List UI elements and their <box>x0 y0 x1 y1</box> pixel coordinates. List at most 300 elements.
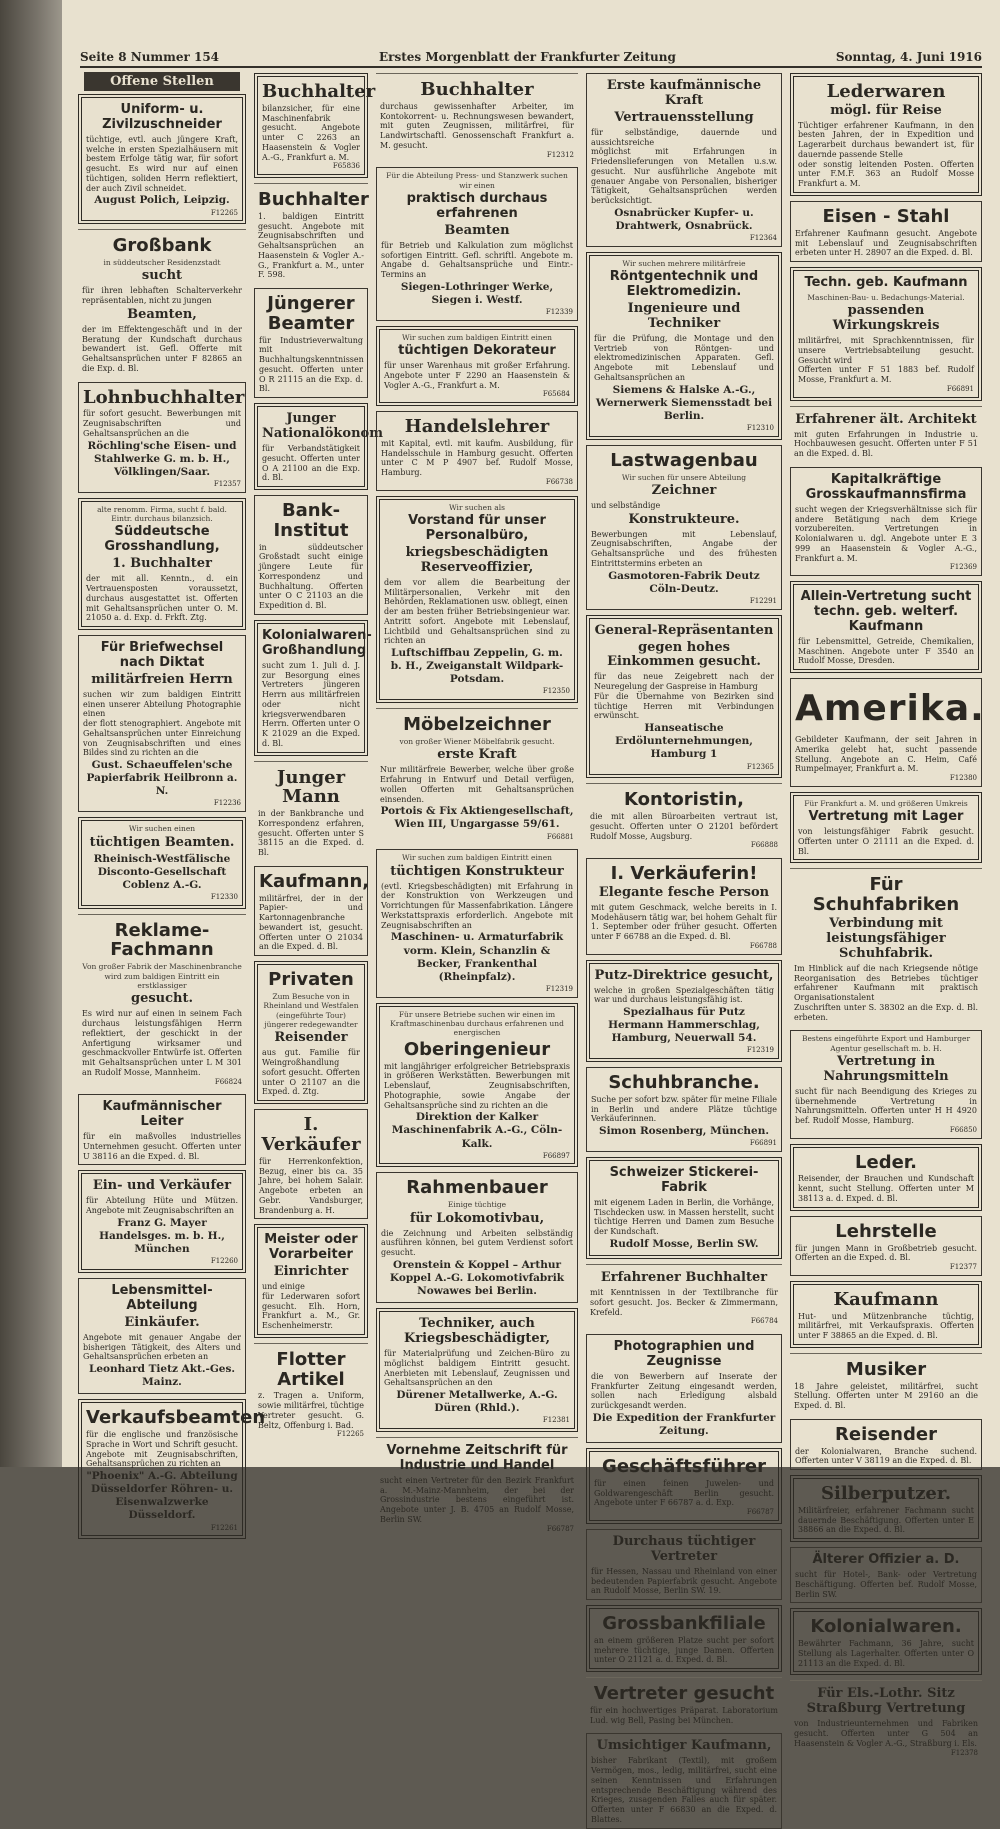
ad-text: für Herrenkonfektion, Bezug, einer bis ca. 35 Jahre, bei hohem Salair. Angebote erbeten an Gebr. Vandsburger, Brandenburg a. H. <box>259 1156 363 1215</box>
job-advertisement <box>790 1475 982 1542</box>
column-3 <box>374 70 580 1533</box>
ad-heading: passenden Wirkungskreis <box>832 303 940 334</box>
ad-title: Geschäftsführer <box>602 1456 766 1478</box>
ad-heading: mögl. für Reise <box>830 102 942 118</box>
ad-text: mit gutem Geschmack, welche bereits in I. Modehäusern tätig war, bei hohem Gehalt für 1. September oder früher gesucht. Offerten unter F 66788 an die Exped. d. Bl. <box>591 902 777 942</box>
ad-text-secondary: der im Effektengeschäft und in der Beratung der Kundschaft durchaus bewandert ist. Gefl. Offerte mit Gehaltsansprüchen unter F 82865 an die Exp. d. Bl. <box>82 324 242 373</box>
ad-code: F12260 <box>210 1257 238 1266</box>
ad-title: Photographien und Zeugnisse <box>613 1339 755 1369</box>
ad-code: F66888 <box>750 841 778 850</box>
ad-text: suchen wir zum baldigen Eintritt einen unserer Abteilung Photographie einen <box>83 689 241 719</box>
job-advertisement <box>78 94 246 224</box>
job-advertisement <box>790 1680 982 1760</box>
ad-heading: sucht <box>141 268 183 284</box>
ad-code: F12378 <box>950 1748 978 1757</box>
job-advertisement <box>254 73 376 178</box>
job-advertisement <box>254 961 368 1104</box>
ad-code: F12339 <box>545 308 573 317</box>
ad-text: Nur militärfreie Bewerber, welche über große Erfahrung in Entwurf und Detail verfügen, wollen Offerten mit Gehaltsansprüchen einsenden. <box>380 765 574 804</box>
ad-code: F12365 <box>746 762 774 771</box>
ad-text: für Betrieb und Kalkulation zum möglichst sofortigen Eintritt. Gefl. schriftl. Angebote m. Angabe d. Gehaltsansprüche und Eintr.-Termins an <box>381 240 573 280</box>
header-right: Sonntag, 4. Juni 1916 <box>835 50 982 64</box>
job-advertisement <box>254 1109 368 1219</box>
ad-text: z. Tragen a. Uniform, sowie militärfrei, tüchtige Vertreter gesucht. G. Beltz, Offenburg i. Bad. <box>258 1391 364 1430</box>
ad-signature: Portois & Fix Aktiengesellschaft, Wien III, Ungargasse 59/61. <box>380 805 574 831</box>
job-advertisement <box>78 498 246 630</box>
job-advertisement <box>586 783 782 853</box>
ad-heading: 1. Buchhalter <box>112 556 212 572</box>
ad-text: für ein maßvolles industrielles Unternehmen gesucht. Offerten unter U 38116 an die Exped. d. Bl. <box>83 1132 241 1161</box>
ad-text: für jungen Mann in Großbetrieb gesucht. Offerten an die Exped. d. Bl. <box>795 1243 977 1263</box>
ad-text: mit Kapital, evtl. mit kaufm. Ausbildung, für Handelsschule in Hamburg gesucht. Offerten unter C M P 4907 bef. Rudolf Mosse, Hamburg. <box>381 438 573 478</box>
ad-title: Lederwaren <box>826 81 946 102</box>
job-advertisement <box>586 960 782 1063</box>
ad-title: Lehrstelle <box>835 1220 937 1242</box>
ad-text: sucht wegen der Kriegsverhältnisse sich für andere Betätigung nach dem Kriege vorzubereiten. Vertretungen in Kolonialwaren u. dgl. Angebote unter E 3 999 an Haasenstein & Vogler A.-G., Frankfurt a. M. <box>795 504 977 563</box>
ad-title: Vorstand für unser Personalbüro, <box>408 513 546 544</box>
ad-code: F12330 <box>210 892 238 901</box>
ad-intro: Wir suchen einen <box>128 824 196 834</box>
ad-text: Im Hinblick auf die nach Kriegsende nötige Reorganisation des Betriebes tüchtiger erfahrener Kaufmann mit praktisch Organisationstalent <box>794 963 978 1003</box>
ad-text: für Abteilung Hüte und Mützen. Angebote mit Zeugnisabschriften an <box>86 1196 238 1216</box>
ad-title: Für Schuhfabriken <box>812 874 960 916</box>
job-advertisement <box>254 1224 368 1338</box>
ad-text: (evtl. Kriegsbeschädigten) mit Erfahrung in der Konstruktion von Werkzeugen und Vorrichtungen für Massenfabrikation. Längere Werkstattspraxis erforderlich. Angebote mit Zeugnisabschriften an <box>381 881 573 930</box>
ad-code: F12381 <box>542 1416 570 1425</box>
ad-subtitle: Wir suchen für unsere Abteilung <box>621 472 747 482</box>
ad-text: durchaus gewissenhafter Arbeiter, im Kontokorrent- u. Rechnungswesen bewandert, mit guten Zeugnissen, militärfrei, für Landwirtschaftl. Genossenschaft Frankfurt a. M. gesucht. <box>380 101 574 150</box>
job-advertisement <box>790 201 982 262</box>
ad-signature: August Polich, Leipzig. <box>94 194 230 207</box>
job-advertisement <box>586 1605 782 1672</box>
ad-code: F12291 <box>749 596 777 605</box>
ad-text: Hut- und Mützenbranche tüchtig, militärfrei, mit Verkaufspraxis. Offerten unter F 38865 an die Exped. d. Bl. <box>798 1311 974 1341</box>
ad-text: für Materialprüfung und Zeichen-Büro zu möglichst baldigem Eintritt gesucht. Anerbieten mit Lebenslauf, Zeugnissen und Gehaltsansprüchen an den <box>384 1349 570 1388</box>
ad-title: Röntgentechnik und Elektromedizin. <box>609 269 759 300</box>
ad-code: F12377 <box>949 1263 977 1272</box>
job-advertisement <box>790 267 982 401</box>
ad-title: Umsichtiger Kaufmann, <box>596 1738 772 1754</box>
ad-title: Musiker <box>845 1358 927 1380</box>
ad-code: F66891 <box>946 384 974 393</box>
ad-signature: Rheinisch-Westfälische Disconto-Gesellschaft Coblenz A.-G. <box>93 852 231 891</box>
ad-title: Junger Mann <box>276 766 346 808</box>
job-advertisement <box>376 708 578 844</box>
column-5 <box>788 70 985 1757</box>
job-advertisement <box>376 326 578 406</box>
ad-code: F12265 <box>210 208 238 217</box>
job-advertisement <box>78 635 246 812</box>
ad-signature: Direktion der Kalker Maschinenfabrik A.-G., Cöln-Kalk. <box>391 1111 563 1150</box>
job-advertisement <box>790 1419 982 1470</box>
book-spine <box>0 0 62 1467</box>
job-advertisement <box>790 1353 982 1414</box>
ad-title: I. Verkäufer <box>261 1114 361 1155</box>
ad-title: Kolonialwaren. <box>810 1616 962 1638</box>
job-advertisement <box>78 229 246 376</box>
ad-title: Erste kaufmännische Kraft <box>606 78 762 108</box>
ad-heading: Verbindung mit leistungsfähiger Schuhfabrik. <box>826 916 946 961</box>
ad-heading: Ingenieure und Techniker <box>627 301 741 331</box>
ad-code: F12364 <box>749 234 777 243</box>
ad-signature: Simon Rosenberg, München. <box>598 1125 770 1138</box>
job-advertisement <box>254 495 368 615</box>
ad-text-secondary: oder sonstig leitenden Posten. Offerten unter F.M.F. 363 an Rudolf Mosse Frankfurt a. M. <box>798 159 974 189</box>
ad-text-secondary: für Lederwaren sofort gesucht. Elh. Horn, Frankfurt a. M., Gr. Eschenheimerstr. <box>262 1291 360 1331</box>
ad-title: Kapitalkräftige Grosskaufmannsfirma <box>805 471 967 502</box>
ad-subtitle: Einige tüchtige <box>447 1200 507 1210</box>
ad-heading: erste Kraft <box>437 747 517 763</box>
ad-code: F65836 <box>332 162 360 171</box>
ad-text: für Lebensmittel, Getreide, Chemikalien, Maschinen. Angebote unter F 3540 an Rudolf Mosse, Dresden. <box>798 636 974 666</box>
job-advertisement <box>586 252 782 440</box>
job-advertisement <box>376 1308 578 1432</box>
ad-text-secondary: möglichst mit Erfahrungen in Friedenslieferungen von Metallen u.s.w. gesucht. Nur ausführliche Angebote mit genauer Angabe von Personalien, bisheriger Tätigkeit, Gehaltsansprüchen werden berücksichtigt. <box>591 147 777 206</box>
job-advertisement <box>376 411 578 491</box>
ad-text: an einem größeren Platze sucht per sofort mehrere tüchtige, junge Damen. Offerten unter O 21121 a. d. Exped. d. Bl. <box>594 1635 774 1665</box>
ad-title: Oberingenieur <box>403 1038 551 1060</box>
ad-title: Silberputzer. <box>821 1483 951 1505</box>
job-advertisement <box>254 1343 368 1442</box>
ad-text: bisher Fabrikant (Textil), mit großem Vermögen, mos., ledig, militärfrei, sucht eine seinen Kenntnissen und Erfahrungen entsprechende Beschäftigung während des Krieges, zusagenden Falles auch für später. Offerten unter F 66830 an die Exped. d. Blattes. <box>591 1756 777 1824</box>
header-center: Erstes Morgenblatt der Frankfurter Zeitung <box>378 50 676 64</box>
ad-title: I. Verkäuferin! <box>610 863 758 885</box>
job-advertisement <box>376 1172 578 1303</box>
ad-signature: Osnabrücker Kupfer- u. Drahtwerk, Osnabrück. <box>614 206 754 232</box>
job-advertisement <box>790 467 982 576</box>
job-advertisement <box>254 288 368 398</box>
ad-heading: gegen hohes Einkommen gesucht. <box>607 639 761 670</box>
job-advertisement <box>790 73 982 196</box>
job-advertisement <box>78 817 246 908</box>
ad-code: F66881 <box>546 832 574 841</box>
ad-title: tüchtigen Beamten. <box>89 834 235 850</box>
ad-code: F12319 <box>545 984 573 993</box>
ad-title: Meister oder Vorarbeiter <box>264 1232 358 1263</box>
ad-signature: Rudolf Mosse, Berlin SW. <box>609 1237 759 1250</box>
ad-title: Vertreter gesucht <box>593 1683 775 1705</box>
ad-title: Reklame-Fachmann <box>110 919 214 961</box>
ad-text: von leistungsfähiger Fabrik gesucht. Offerten unter O 21111 an die Exped. d. Bl. <box>798 827 974 856</box>
ad-subtitle: Von großer Fabrik der Maschinenbranche wird zum baldigen Eintritt ein erstklassiger <box>82 962 242 990</box>
ad-heading-secondary: Beamten, <box>127 306 197 322</box>
job-advertisement <box>586 615 782 779</box>
ad-text: der Kolonialwaren, Branche suchend. Offerten unter V 38119 an die Exped. d. Bl. <box>795 1446 977 1466</box>
ad-text-secondary: der am besten früher Betriebsingenieur war. Antritt sofort. Angebote mit Lebenslauf, Lichtbild und Gehaltsansprüchen sind zu richten an <box>384 607 570 646</box>
ad-code: F66850 <box>949 1125 977 1134</box>
ad-title: Techn. geb. Kaufmann <box>804 275 968 291</box>
job-advertisement <box>586 1448 782 1524</box>
ad-code: F65684 <box>542 390 570 399</box>
ad-text: in der Bankbranche und Korrespondenz erfahren, gesucht. Offerten unter S 38115 an die Exped. d. Bl. <box>258 809 364 858</box>
ad-text: Es wird nur auf einen in seinem Fach durchaus leistungsfähigen Herrn reflektiert, der geschickt in der Anfertigung wirksamer und geschmackvoller Entwürfe ist. Offerten mit Gehaltsansprüchen unter L M 301 an Rudolf Mosse, Mannheim. <box>82 1009 242 1077</box>
ad-text: für sofort gesucht. Bewerbungen mit Zeugnisabschriften und Gehaltsansprüchen an die <box>83 409 241 438</box>
page-header <box>80 48 982 68</box>
ad-signature: Maschinen- u. Armaturfabrik vorm. Klein, Schanzlin & Becker, Frankenthal (Rheinpfalz). <box>390 931 564 983</box>
ad-text-secondary: Bewerbungen mit Lebenslauf, Zeugnisabschriften, Angabe der Gehaltsansprüche und des frühesten Eintrittstermins erbeten an <box>591 529 777 568</box>
ad-title: Schuhbranche. <box>608 1072 760 1094</box>
job-advertisement <box>376 167 578 321</box>
ad-text: in süddeutscher Großstadt sucht einige jüngere Leute für Korrespondenz und Buchhaltung. Offerten unter O C 21103 an die Expedition d. Bl. <box>259 542 363 611</box>
ad-text: sucht einen Vertreter für den Bezirk Frankfurt a. M.-Mainz-Mannheim, der bei der Grossindustrie bestens eingeführt ist. Angebote unter J. B. 4705 an Rudolf Mosse, Berlin SW. <box>380 1475 574 1524</box>
ad-code: F66784 <box>750 1317 778 1326</box>
job-advertisement <box>376 73 578 162</box>
ad-title: General-Repräsentanten <box>594 622 774 638</box>
newspaper-page <box>62 0 1000 1824</box>
ad-title: Kolonialwaren-Großhandlung <box>262 627 372 658</box>
job-advertisement <box>790 1216 982 1276</box>
ad-title: Erfahrener ält. Architekt <box>795 411 977 427</box>
job-advertisement <box>586 858 782 954</box>
job-advertisement <box>586 1157 782 1259</box>
ad-text: Erfahrener Kaufmann gesucht. Angebote mit Lebenslauf und Zeugnisabschriften erbeten unter H. 28907 an die Exped. d. Bl. <box>795 228 977 258</box>
ad-title: Ein- und Verkäufer <box>92 1178 232 1194</box>
ad-title: Lohnbuchhalter <box>83 386 245 408</box>
ad-title: Erfahrener Buchhalter <box>600 1270 768 1286</box>
ad-heading: Vertrauensstellung <box>614 109 754 125</box>
job-advertisement <box>586 1334 782 1443</box>
job-advertisement <box>586 1529 782 1600</box>
ad-heading: kriegsbeschädigten Reserveoffizier, <box>405 544 549 575</box>
header-left: Seite 8 Nummer 154 <box>80 50 220 64</box>
ad-heading: Reisender <box>274 1030 348 1046</box>
ad-title: Verkaufsbeamten <box>86 1407 266 1429</box>
ad-code: F12369 <box>949 563 977 572</box>
ad-text: sucht zum 1. Juli d. J. zur Besorgung eines Vertreters jüngeren Herrn aus militärfreien oder nicht kriegsverwendbaren Herrn. Offerten unter O K 21029 an die Exped. d. Bl. <box>262 660 360 748</box>
ad-intro: Für die Abteilung Press- und Stanzwerk suchen wir einen <box>386 171 568 190</box>
ad-text: die von Bewerbern auf Inserate der Frankfurter Zeitung eingesandt werden, sollen nach Erledigung alsbald zurückgesandt werden. <box>591 1371 777 1411</box>
ad-title: Lastwagenbau <box>610 449 758 471</box>
ad-title: Privaten <box>268 969 354 991</box>
ad-text-secondary: Offerten unter F 51 1883 bef. Rudolf Mosse, Frankfurt a. M. <box>798 365 974 385</box>
ad-code: F12319 <box>746 1046 774 1055</box>
ad-signature: Siemens & Halske A.-G., Wernerwerk Siemensstadt bei Berlin. <box>595 383 773 422</box>
job-advertisement <box>586 1264 782 1329</box>
ad-text: der mit all. Kenntn., d. ein Vertrauensposten voraussetzt, durchaus ausgestattet ist. Offerten mit Gehaltsansprüchen unter O. M. 21050 a. d. Exp. d. Frkft. Ztg. <box>86 574 238 623</box>
job-advertisement <box>790 678 985 787</box>
job-advertisement <box>254 866 368 956</box>
ad-code: F12357 <box>213 479 241 488</box>
job-advertisement <box>790 1608 982 1675</box>
ad-signature: Hanseatische Erdölunternehmungen, Hamburg 1 <box>615 722 753 761</box>
ad-title: Uniform- u. Zivilzuschneider <box>102 102 222 132</box>
ad-text: mit guten Erfahrungen in Industrie u. Hochbauwesen gesucht. Offerten unter F 51 an die Exped. d. Bl. <box>794 429 978 459</box>
ad-text: für unser Warenhaus mit großer Erfahrung. Angebote unter F 2290 an Haasenstein & Vogler A.-G., Frankfurt a. M. <box>384 361 570 390</box>
ad-code: F66788 <box>749 941 777 950</box>
ad-text: welche in großen Spezialgeschäften tätig war und durchaus leistungsfähig ist. <box>594 985 774 1005</box>
ad-code: F66897 <box>542 1151 570 1160</box>
ad-text: mit Kenntnissen in der Textilbranche für sofort gesucht. Jos. Becker & Zimmermann, Krefeld. <box>590 1288 778 1317</box>
job-advertisement <box>376 1003 578 1168</box>
ad-title: Eisen - Stahl <box>822 205 950 227</box>
ad-heading: Zeichner <box>651 482 717 498</box>
ad-heading: Einrichter <box>273 1264 349 1280</box>
ad-text: Gebildeter Kaufmann, der seit Jahren in Amerika gelebt hat, sucht passende Stellung. Angebote an C. Heim, Café Rumpelmayer, Frankfurt a. M. <box>795 735 977 774</box>
ad-text: für Industrieverwaltung mit Buchhaltungskenntnissen gesucht. Offerten unter O R 21115 an die Exp. d. Bl. <box>259 335 364 394</box>
ad-title: Bank-Institut <box>273 500 349 541</box>
ad-title: Amerika. <box>795 688 985 730</box>
ad-signature: Franz G. Mayer Handelsges. m. b. H., München <box>99 1216 225 1256</box>
ad-signature: Gust. Schaeuffelen'sche Papierfabrik Heilbronn a. N. <box>86 759 238 798</box>
ad-signature: "Phoenix" A.-G. Abteilung Düsseldorfer Röhren- u. Eisenwalzwerke Düsseldorf. <box>86 1470 238 1522</box>
job-advertisement <box>790 868 982 1025</box>
ad-code: F66824 <box>214 1077 242 1086</box>
job-advertisement <box>790 406 982 462</box>
ad-title: tüchtigen Konstrukteur <box>390 863 564 879</box>
ad-text: von Industrieunternehmen und Fabriken gesucht. Offerten unter G 504 an Haasenstein & Vogler A.-G., Straßburg i. Els. <box>794 1719 978 1748</box>
ad-text: bilanzsicher, für eine Maschinenfabrik gesucht. Angebote unter C 2263 an Haasenstein & Vogler A.-G., Frankfurt a. M. <box>262 103 360 162</box>
ad-text: Tüchtiger erfahrener Kaufmann, in den besten Jahren, der in Expedition und Lagerarbeit durchaus bewandert ist, für dauernde passende Stelle <box>798 120 974 159</box>
ad-subtitle: von großer Wiener Möbelfabrik gesucht. <box>399 737 555 747</box>
ad-title: Kaufmann <box>833 1288 939 1310</box>
ad-heading: militärfreien Herrn <box>91 671 233 687</box>
ad-title: Für Briefwechsel nach Diktat <box>100 640 224 670</box>
ad-code: F12312 <box>546 150 574 159</box>
ad-code: F12380 <box>949 774 977 783</box>
ad-text: sucht für nach Beendigung des Krieges zu übernehmende Vertretung in Nahrungsmitteln. Offerten unter H H 4920 bef. Rudolf Mosse, Hamburg. <box>795 1086 977 1126</box>
job-advertisement <box>254 403 383 490</box>
ad-text: sucht für Hotel-, Bank- oder Vertretung Beschäftigung. Offerten bef. Rudolf Mosse, Berlin SW. <box>795 1570 977 1599</box>
ad-title: Süddeutsche Grosshandlung, <box>104 524 220 555</box>
ad-signature: Dürener Metallwerke, A.-G. Düren (Rhld.). <box>396 1389 558 1415</box>
ad-signature: Gasmotoren-Fabrik Deutz Cöln-Deutz. <box>608 569 760 595</box>
ad-heading: Beamten <box>444 222 510 238</box>
ad-code: F12310 <box>746 424 774 433</box>
ad-code: F66891 <box>749 1139 777 1148</box>
ad-signature: Orenstein & Koppel – Arthur Koppel A.-G. Lokomotivfabrik Nowawes bei Berlin. <box>389 1258 565 1298</box>
ad-title: Schweizer Stickerei-Fabrik <box>609 1165 759 1195</box>
ad-intro: Wir suchen als <box>448 502 506 512</box>
ad-title: Durchaus tüchtiger Vertreter <box>612 1533 756 1564</box>
ad-text: militärfrei, mit Sprachkenntnissen, für unsere Vertriebsabteilung gesucht. Gesucht wird <box>798 336 974 365</box>
ad-text: für die englische und französische Sprache in Wort und Schrift gesucht. Angebote mit Zeugnisabschriften, Gehaltsansprüchen zu richten an <box>86 1430 238 1469</box>
ad-title: Allein-Vertretung sucht techn. geb. welterf. Kaufmann <box>800 589 972 634</box>
column-1 <box>76 70 266 1532</box>
ad-title: Für Els.-Lothr. Sitz Straßburg Vertretung <box>806 1686 966 1717</box>
job-advertisement <box>586 1067 782 1152</box>
ad-intro: Wir suchen zum baldigen Eintritt einen <box>402 332 552 342</box>
ad-text: für die Prüfung, die Montage und den Vertrieb von Röntgen- und elektromedizinischen Apparaten. Gefl. Angebote mit Lebenslauf und Gehaltsansprüchen an <box>594 333 774 382</box>
ad-title: Möbelzeichner <box>403 714 551 736</box>
ad-text: die Zeichnung und Arbeiten selbständig ausführen können, bei gutem Verdienst sofort gesucht. <box>381 1228 573 1258</box>
ad-text: 1. baldigen Eintritt gesucht. Angebote mit Zeugnisabschriften und Gehaltsansprüchen an Haasenstein & Vogler A.-G., Frankfurt a. M., unter F. 598. <box>258 211 364 280</box>
ad-subtitle: Zum Besuche von in Rheinland und Westfalen (eingeführte Tour) jüngerer redegewandter <box>263 991 359 1030</box>
ad-code: F66738 <box>545 477 573 486</box>
ad-text: Reisender, der Brauchen und Kundschaft kennt, sucht Stellung. Offerten unter M 38113 a. d. Exped. d. Bl. <box>798 1174 974 1203</box>
ad-text: aus gut. Familie für Weingroßhandlung sofort gesucht. Offerten unter O 21107 an die Exped. d. Ztg. <box>262 1048 360 1097</box>
ad-text: für Hessen, Nassau und Rheinland von einer bedeutenden Papierfabrik gesucht. Angebote an Rudolf Mosse, Berlin SW. 19. <box>591 1566 777 1596</box>
ad-title: Flotter Artikel <box>276 1348 346 1390</box>
job-advertisement <box>790 1281 982 1348</box>
ad-signature: Siegen-Lothringer Werke, Siegen i. Westf. <box>400 280 554 306</box>
ad-code: F12265 <box>336 1430 364 1439</box>
job-advertisement <box>376 496 578 704</box>
ad-title: Kontoristin, <box>624 789 744 811</box>
ad-text: 18 Jahre geleistet, militärfrei, sucht Stellung. Offerten unter M 29160 an die Exped. d. Bl. <box>794 1381 978 1411</box>
ad-title: Kaufmännischer Leiter <box>102 1099 222 1130</box>
ad-title: tüchtigen Dekorateur <box>398 343 556 359</box>
job-advertisement <box>790 581 982 673</box>
ad-text: für ihren lebhaften Schalterverkehr repräsentablen, nicht zu jungen <box>82 286 242 306</box>
ad-title: Leder. <box>855 1151 917 1173</box>
column-2 <box>252 70 383 1447</box>
ad-title: Buchhalter <box>258 189 369 211</box>
job-advertisement <box>586 1677 782 1728</box>
ad-intro: alte renomm. Firma, sucht f. bald. Eintr. durchaus bilanzsich. <box>97 504 227 524</box>
ad-intro: Für Frankfurt a. M. und größeren Umkreis <box>804 798 968 808</box>
job-advertisement <box>78 1399 266 1539</box>
ad-heading: gesucht. <box>130 991 194 1007</box>
ad-text-secondary: Für die Übernahme von Bezirken sind tüchtige Herren mit Verbindungen erwünscht. <box>594 691 774 721</box>
ad-title: Älterer Offizier a. D. <box>812 1552 960 1568</box>
ad-title: Handelslehrer <box>404 416 550 438</box>
ad-text: Angebote mit genauer Angabe der bisherigen Tätigkeit, des Alters und Gehaltsansprüchen erbeten an <box>83 1332 241 1362</box>
ad-text: die mit allen Büroarbeiten vertraut ist, gesucht. Offerten unter O 21201 befördert Rudolf Mosse, Augsburg. <box>590 812 778 841</box>
ad-title: Junger Nationalökonom <box>262 411 383 442</box>
ad-text: mit eigenem Laden in Berlin, die Vorhänge, Tischdecken usw. in Massen herstellt, sucht tüchtige Herren und Damen zum Besuche der Kundschaft. <box>594 1197 774 1237</box>
ad-subtitle: in süddeutscher Residenzstadt <box>103 258 221 268</box>
job-advertisement <box>254 620 372 756</box>
ad-intro: Für unsere Betriebe suchen wir einen im Kraftmaschinenbau durchaus erfahrenen und energischen <box>390 1009 564 1038</box>
job-advertisement <box>78 382 246 493</box>
job-advertisement <box>78 1170 246 1273</box>
job-advertisement <box>376 849 578 997</box>
job-advertisement <box>586 1733 782 1828</box>
ad-title: Putz-Direktrice gesucht, <box>594 967 774 983</box>
ad-text: Bewährter Fachmann, 36 Jahre, sucht Stellung als Lagerhalter. Offerten unter O 21113 an die Exped. d. Bl. <box>798 1639 974 1668</box>
ad-text: militärfrei, der in der Papier- und Kartonnagenbranche bewandert ist, gesucht. Offerten unter O 21034 an die Exped. d. Bl. <box>259 893 363 952</box>
ad-code: F66787 <box>746 1508 774 1517</box>
ad-text: und selbständige <box>591 500 661 510</box>
job-advertisement <box>254 761 368 861</box>
ad-code: F12236 <box>213 799 241 808</box>
ad-signature: Spezialhaus für Putz Hermann Hammerschlag, Hamburg, Neuerwall 54. <box>608 1006 760 1045</box>
ad-signature: Leonhard Tietz Akt.-Ges. Mainz. <box>88 1363 236 1389</box>
ad-title: Lebensmittel-Abteilung <box>111 1283 213 1313</box>
ad-heading: Elegante fesche Person <box>598 884 770 900</box>
job-advertisement <box>790 792 982 864</box>
ad-code: F12350 <box>542 687 570 696</box>
ad-code: F12261 <box>210 1523 238 1532</box>
ad-text: für das neue Zeigebrett nach der Neuregelung der Gaspreise in Hamburg <box>594 672 774 692</box>
ad-title: Vornehme Zeitschrift für Industrie und Handel <box>386 1443 568 1473</box>
ad-title: Buchhalter <box>420 79 534 100</box>
job-advertisement <box>254 183 368 283</box>
ad-title: Kaufmann, <box>259 870 370 892</box>
ad-text: dem vor allem die Bearbeitung der Militärpersonalien, Verkehr mit den Behörden, Reklamationen usw. obliegt, einen <box>384 577 570 607</box>
ad-signature: Die Expedition der Frankfurter Zeitung. <box>592 1411 776 1437</box>
ad-title: Vertretung in Nahrungsmitteln <box>823 1054 949 1084</box>
job-advertisement <box>790 1144 982 1211</box>
ad-title: Vertretung mit Lager <box>808 809 964 825</box>
job-advertisement <box>78 1278 246 1394</box>
ad-heading: für Lokomotivbau, <box>409 1210 545 1226</box>
ad-signature: Röchling'sche Eisen- und Stahlwerke G. m. b. H., Völklingen/Saar. <box>87 439 237 478</box>
ad-text-secondary: Zuschriften unter S. 38302 an die Exp. d. Bl. erbeten. <box>794 1002 978 1022</box>
ad-intro: Wir suchen zum baldigen Eintritt einen <box>402 853 552 863</box>
ad-title: Jüngerer Beamter <box>267 293 355 334</box>
ad-text: Militärfreier, erfahrener Fachmann sucht dauernde Beschäftigung. Offerten unter E 38866 an die Exped. d. Bl. <box>798 1505 974 1535</box>
ad-signature: Luftschiffbau Zeppelin, G. m. b. H., Zweiganstalt Wildpark-Potsdam. <box>390 647 564 686</box>
ad-code: F66787 <box>546 1524 574 1533</box>
section-banner: Offene Stellen <box>84 72 240 91</box>
job-advertisement <box>586 445 782 610</box>
ad-text-secondary: der flott stenographiert. Angebote mit Gehaltsansprüchen unter Einreichung von Zeugnisabschriften und eines Bildes sind zu richten an die <box>83 719 241 758</box>
ad-subtitle: Maschinen-Bau- u. Bedachungs-Material. <box>807 292 965 302</box>
job-advertisement <box>376 1437 578 1536</box>
job-advertisement <box>586 73 782 247</box>
ad-text: für Verbandstätigkeit gesucht. Offerten unter O A 21100 an die Exp. d. Bl. <box>262 444 360 483</box>
